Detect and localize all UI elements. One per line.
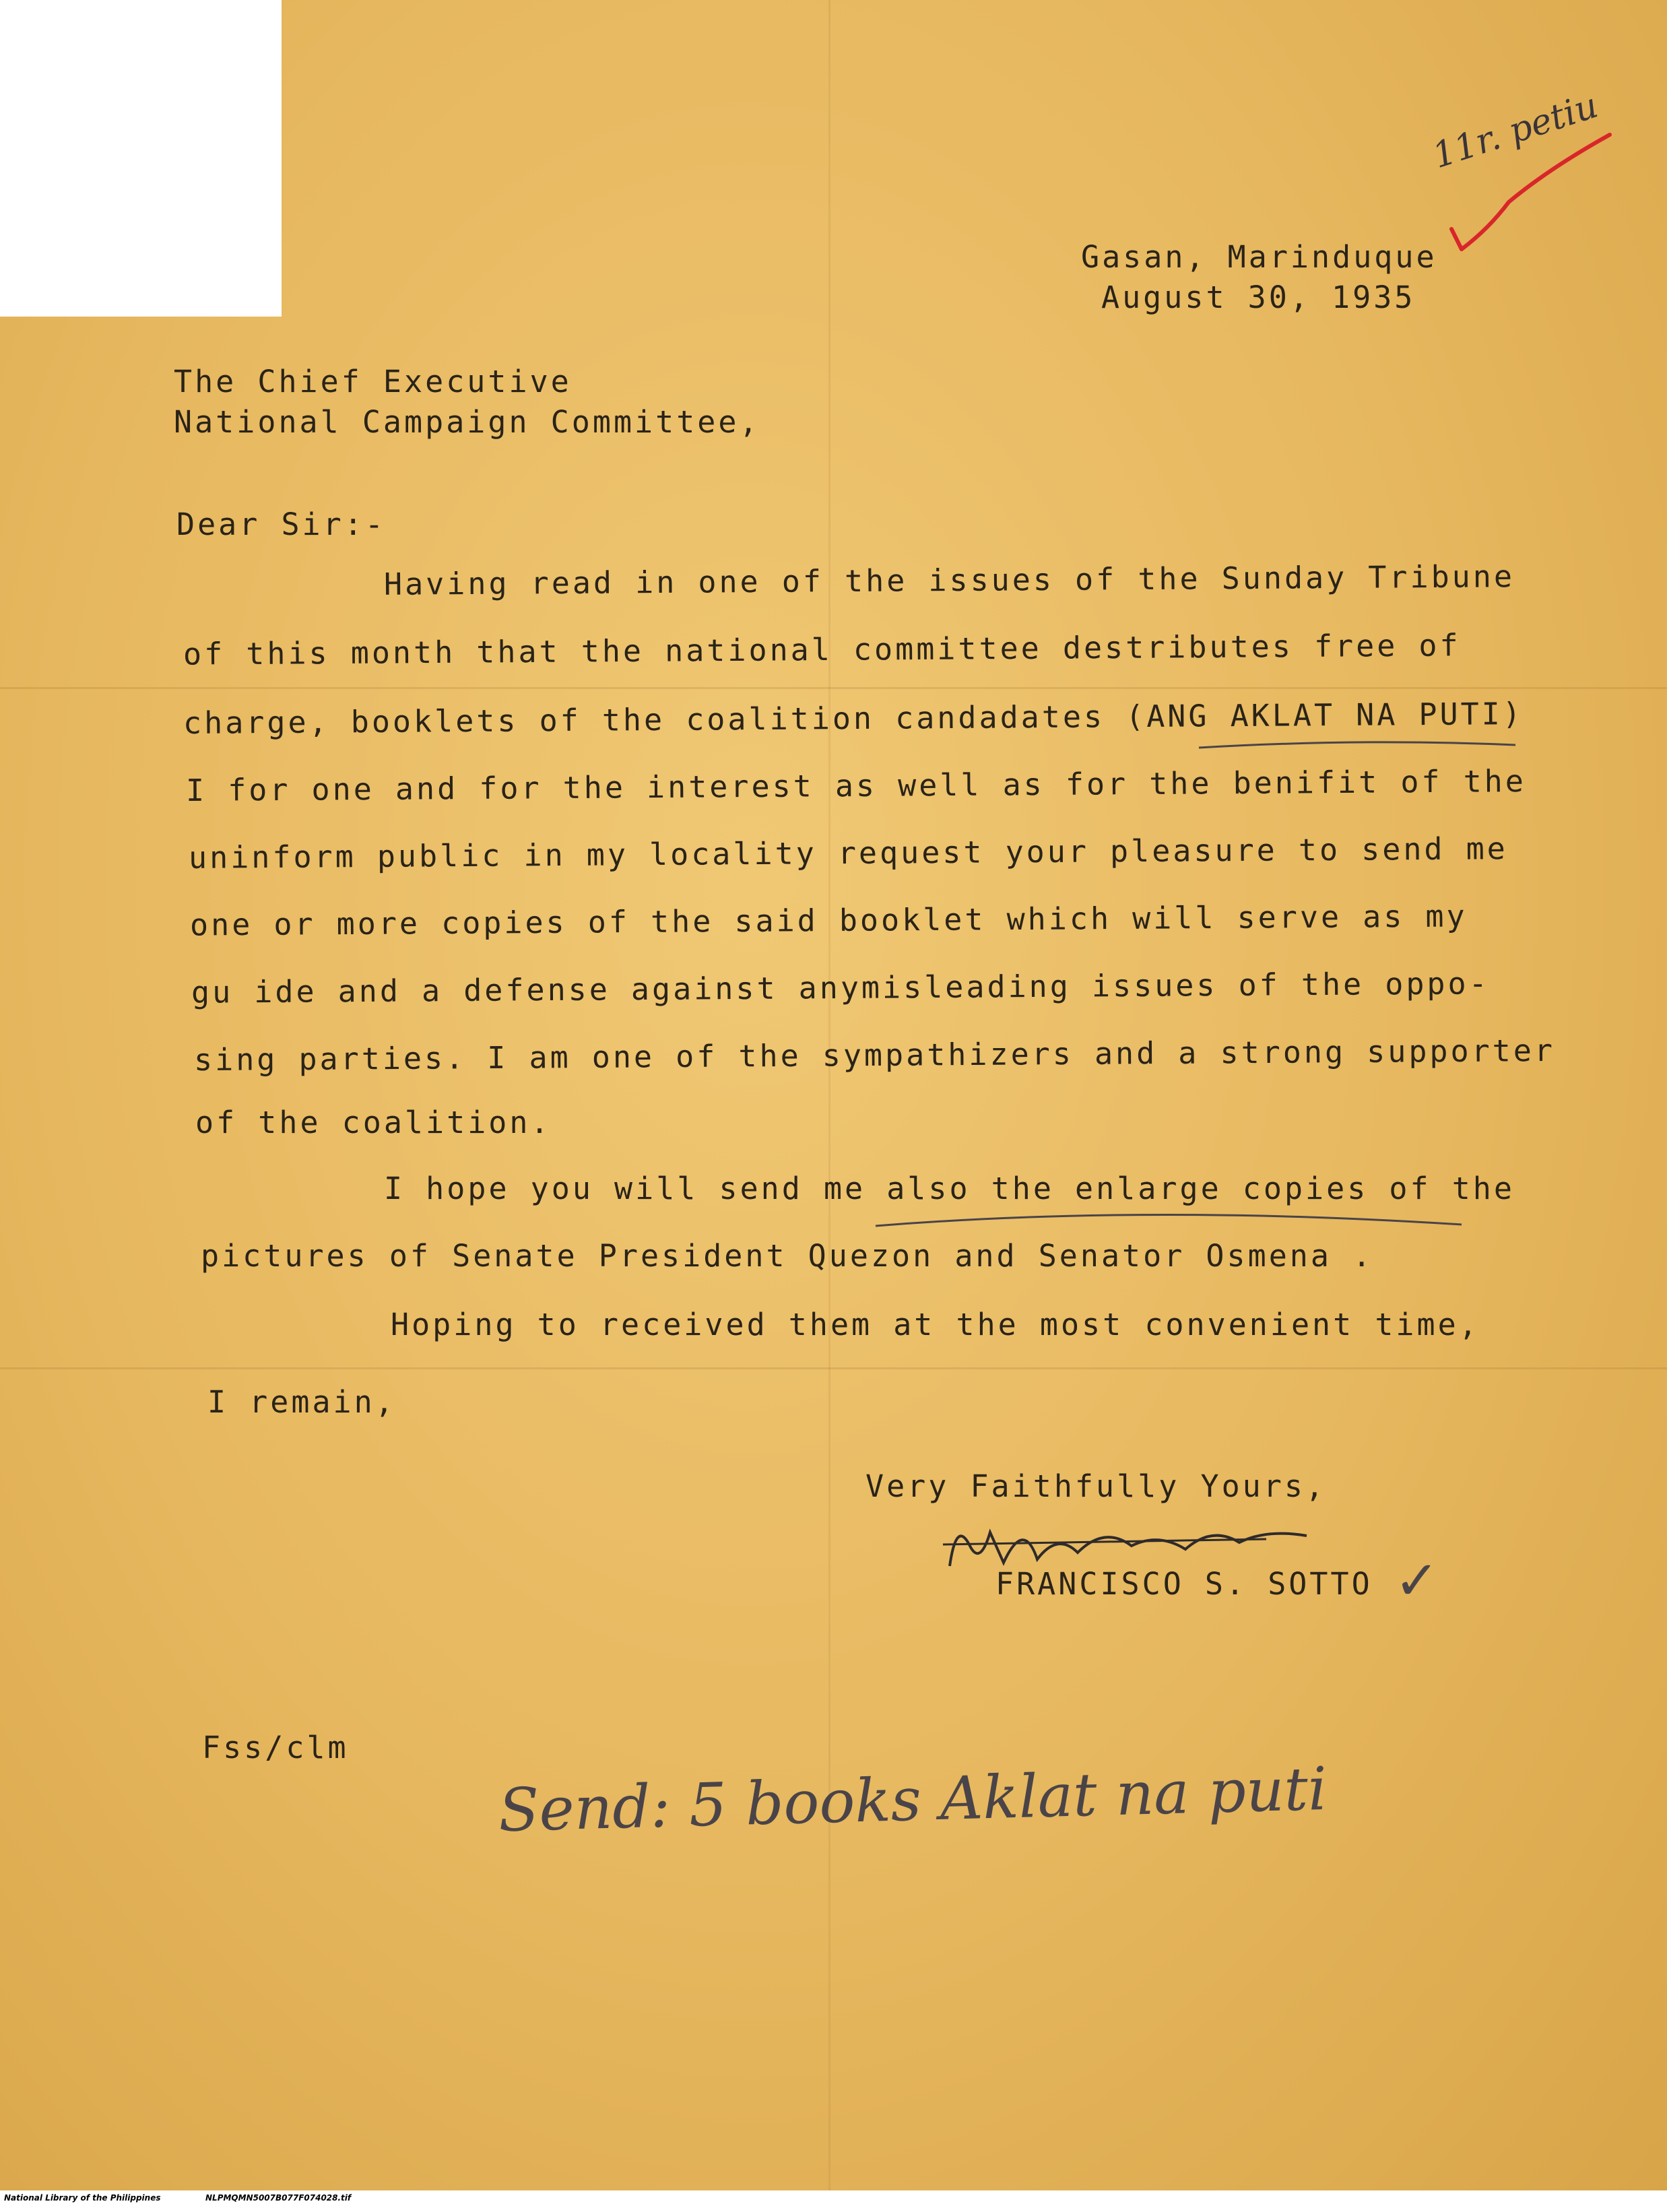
- signature-name: FRANCISCO S. SOTTO: [995, 1566, 1373, 1602]
- recipient-line-1: The Chief Executive: [174, 364, 572, 399]
- paragraph-1-line: of the coalition.: [195, 1105, 552, 1140]
- cut-corner: [0, 0, 282, 317]
- paragraph-1-line: one or more copies of the said booklet which will serve as my: [189, 898, 1468, 943]
- paragraph-2-line: I hope you will send me also the enlarge copies of the: [384, 1171, 1515, 1206]
- closing: Very Faithfully Yours,: [865, 1468, 1327, 1504]
- salutation: Dear Sir:-: [176, 507, 386, 542]
- paragraph-1-line: uninform public in my locality request your pleasure to send me: [188, 831, 1508, 876]
- recipient-line-2: National Campaign Committee,: [174, 404, 760, 440]
- footer-right: NLPMQMN5007B077F074028.tif: [205, 2193, 352, 2203]
- paragraph-1-line: charge, booklets of the coalition candadates (ANG AKLAT NA PUTI): [183, 696, 1524, 741]
- typist-initials: Fss/clm: [202, 1730, 349, 1765]
- fold-line: [828, 0, 830, 2212]
- red-check-mark: [1448, 128, 1623, 263]
- paragraph-1-line: of this month that the national committee destributes free of: [183, 627, 1461, 672]
- fold-line: [0, 687, 1667, 689]
- footer-left: National Library of the Philippines: [4, 2193, 161, 2203]
- letter-place: Gasan, Marinduque: [1081, 239, 1437, 275]
- check-mark: ✓: [1394, 1549, 1440, 1612]
- paragraph-1-line: sing parties. I am one of the sympathizers and a strong supporter: [193, 1032, 1556, 1078]
- paragraph-1-line: I for one and for the interest as well as for the benifit of the: [185, 763, 1527, 808]
- paragraph-3: Hoping to received them at the most convenient time,: [391, 1307, 1480, 1342]
- fold-line: [0, 1367, 1667, 1369]
- letter-date: August 30, 1935: [1101, 280, 1416, 315]
- paragraph-1-line: Having read in one of the issues of the Sunday Tribune: [383, 558, 1515, 602]
- paragraph-2-line: pictures of Senate President Quezon and Senator Osmena .: [201, 1238, 1374, 1274]
- top-note: 11r. petiu: [1428, 85, 1603, 177]
- paragraph-1-line: gu ide and a defense against anymisleading issues of the oppo-: [191, 965, 1490, 1010]
- bottom-note: Send: 5 books Aklat na puti: [497, 1753, 1328, 1846]
- pencil-underline: [876, 1192, 1468, 1233]
- remain-line: I remain,: [207, 1384, 396, 1420]
- pencil-underline: [1199, 734, 1522, 754]
